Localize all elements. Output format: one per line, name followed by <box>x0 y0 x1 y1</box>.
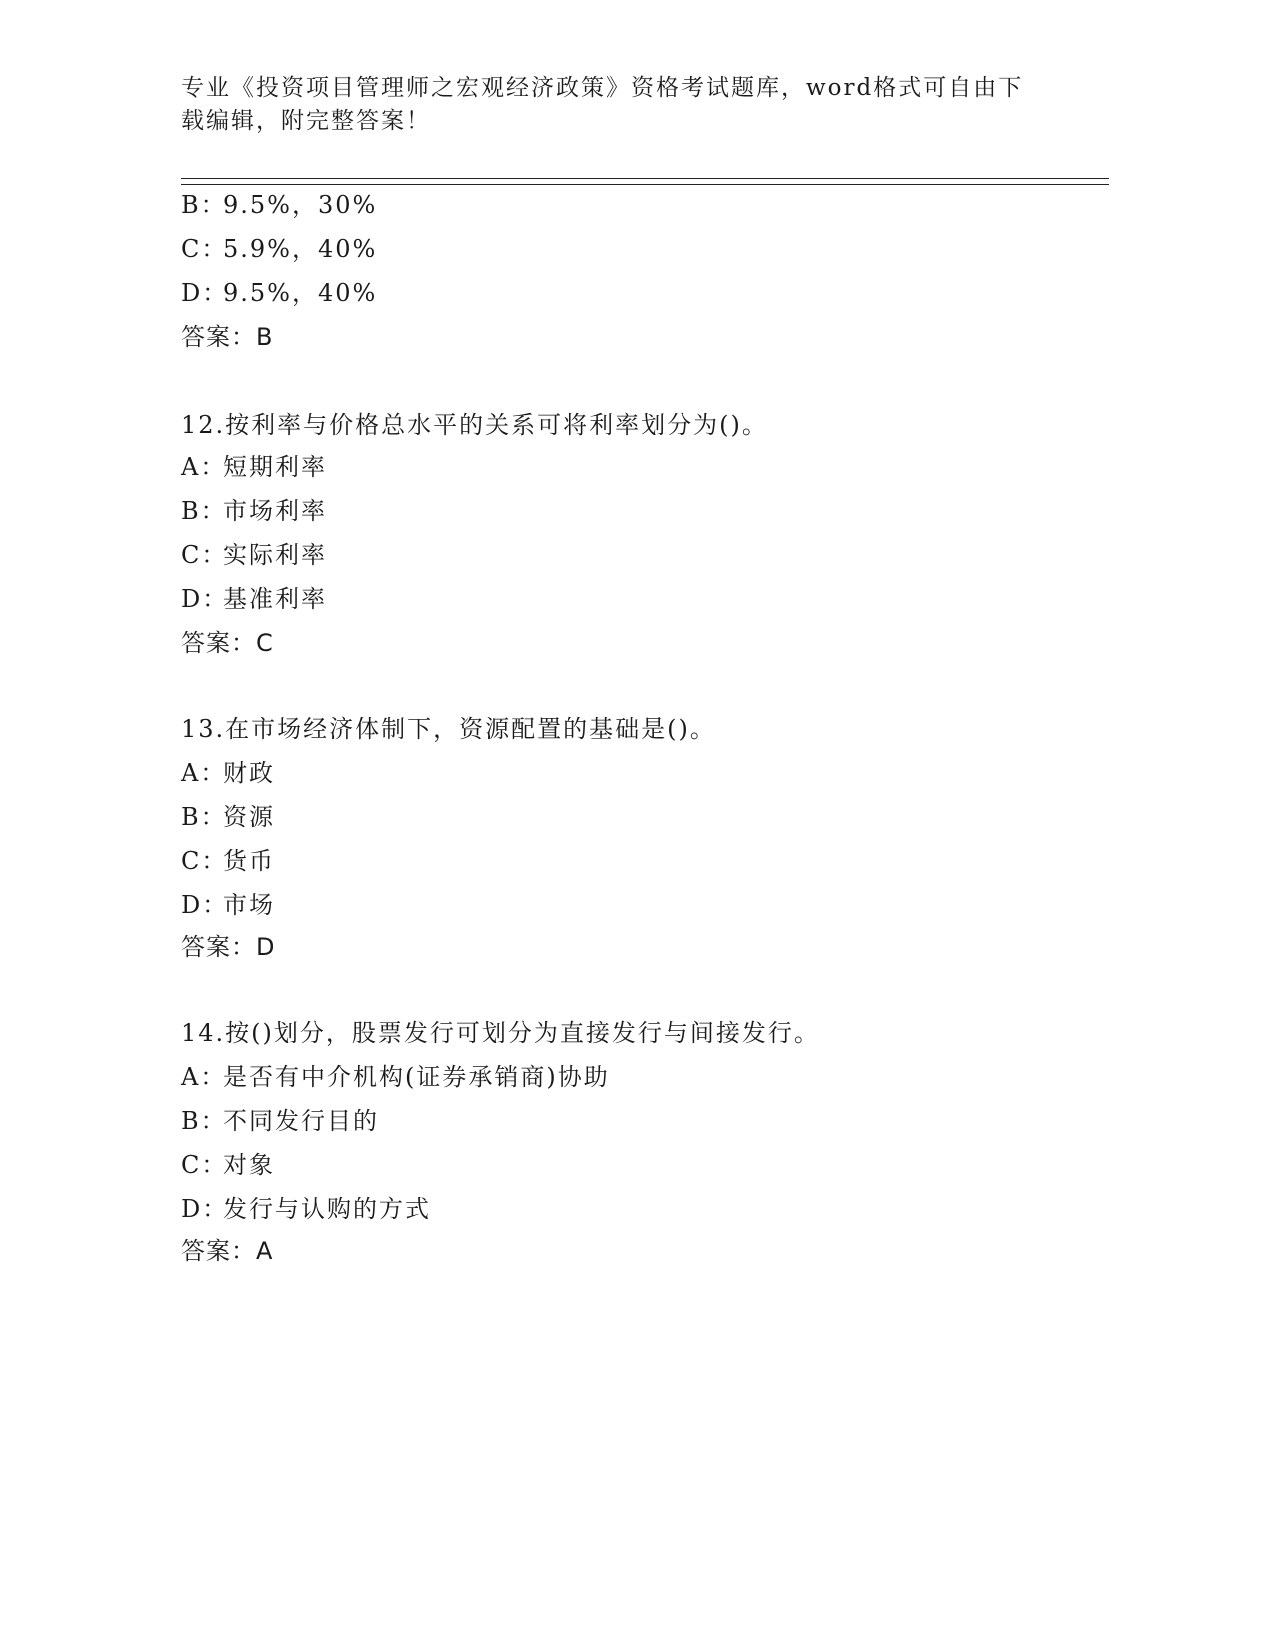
option-text: 不同发行目的 <box>223 1107 379 1135</box>
q12-option-c <box>181 540 327 570</box>
option-text: 基准利率 <box>223 585 327 613</box>
option-label: D： <box>181 279 229 307</box>
q14-option-a <box>181 1062 610 1092</box>
q14-answer: 答案：A <box>181 1237 274 1265</box>
option-label: A： <box>181 1063 227 1091</box>
option-text: 9.5%，40% <box>223 279 378 307</box>
q14-option-c <box>181 1150 275 1180</box>
q13-option-c <box>181 846 275 876</box>
option-text: 发行与认购的方式 <box>223 1195 431 1223</box>
q11-answer: 答案：B <box>181 323 274 351</box>
q12-option-d <box>181 584 327 614</box>
header-rule-top <box>181 178 1109 179</box>
document-header: 专业《投资项目管理师之宏观经济政策》资格考试题库，word格式可自由下载编辑，附完整答案！ <box>181 75 1024 134</box>
q13-answer: 答案：D <box>181 933 276 961</box>
option-text: 货币 <box>223 847 275 875</box>
option-label: B： <box>181 803 227 831</box>
option-text: 短期利率 <box>223 453 327 481</box>
option-label: D： <box>181 1195 229 1223</box>
option-text: 9.5%，30% <box>223 191 378 219</box>
q12-stem: 12.按利率与价格总水平的关系可将利率划分为()。 <box>181 411 768 439</box>
option-text: 5.9%，40% <box>223 235 378 263</box>
option-label: D： <box>181 585 229 613</box>
q14-option-b <box>181 1106 379 1136</box>
q13-stem: 13.在市场经济体制下，资源配置的基础是()。 <box>181 715 716 743</box>
option-label: B： <box>181 497 227 525</box>
option-text: 是否有中介机构(证券承销商)协助 <box>223 1063 610 1091</box>
q12-answer: 答案：C <box>181 629 274 657</box>
q13-option-d <box>181 890 275 920</box>
option-label: B： <box>181 1107 227 1135</box>
option-label: B： <box>181 191 227 219</box>
q11-option-d <box>181 278 377 308</box>
q14-stem: 14.按()划分，股票发行可划分为直接发行与间接发行。 <box>181 1019 820 1047</box>
option-text: 财政 <box>223 759 275 787</box>
option-text: 市场 <box>223 891 275 919</box>
option-label: A： <box>181 759 227 787</box>
option-label: C： <box>181 541 228 569</box>
q13-option-b <box>181 802 275 832</box>
q11-option-c <box>181 234 377 264</box>
option-label: A： <box>181 453 227 481</box>
header-rule-bottom <box>181 184 1109 185</box>
q14-option-d <box>181 1194 431 1224</box>
q12-option-a <box>181 452 327 482</box>
option-text: 对象 <box>223 1151 275 1179</box>
option-label: D： <box>181 891 229 919</box>
option-label: C： <box>181 1151 228 1179</box>
option-text: 实际利率 <box>223 541 327 569</box>
option-text: 市场利率 <box>223 497 327 525</box>
q11-option-b <box>181 190 377 220</box>
q13-option-a <box>181 758 275 788</box>
option-label: C： <box>181 235 228 263</box>
option-text: 资源 <box>223 803 275 831</box>
q12-option-b <box>181 496 327 526</box>
option-label: C： <box>181 847 228 875</box>
